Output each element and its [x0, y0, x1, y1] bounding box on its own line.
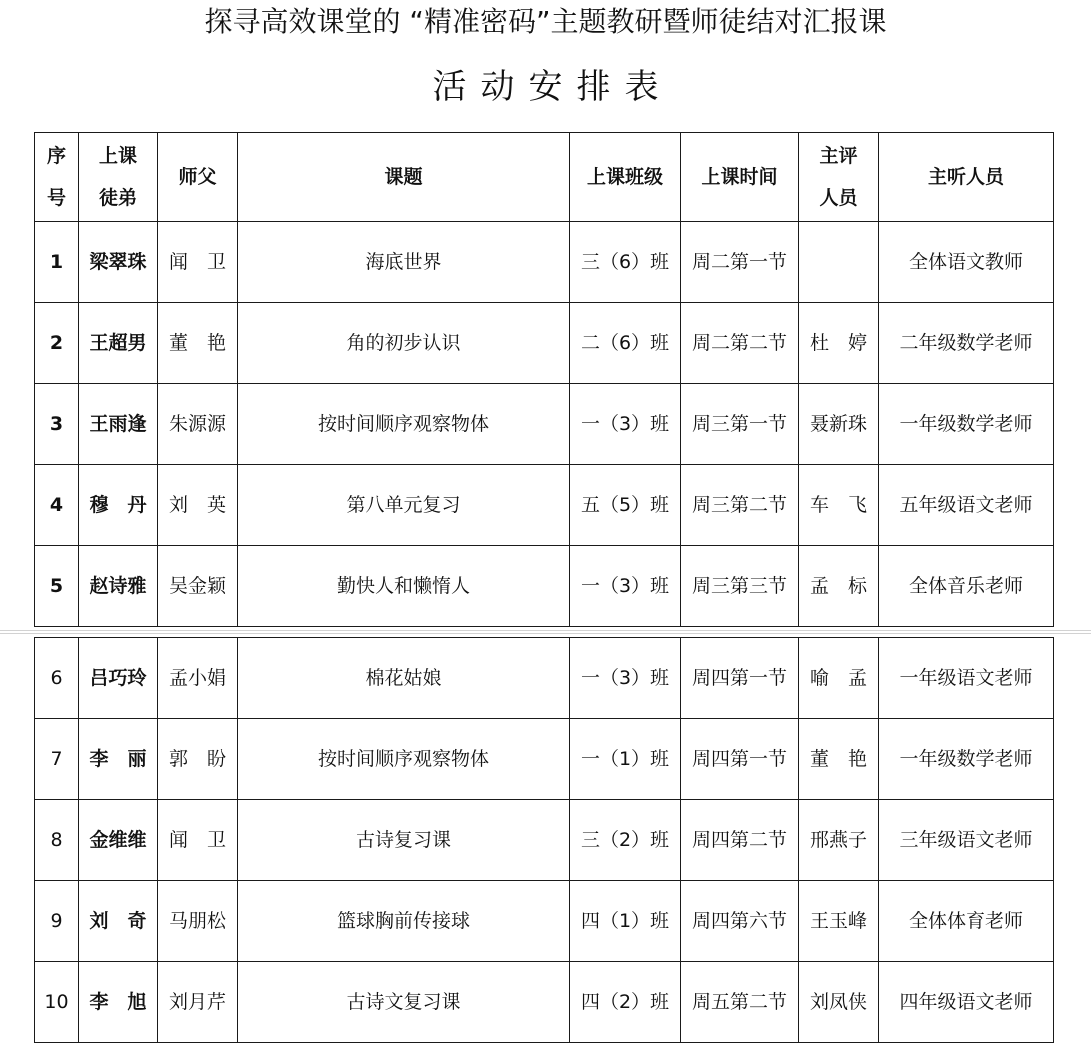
cell-time: 周二第一节: [681, 222, 799, 303]
table-row: [35, 719, 1054, 800]
cell-topic: 棉花姑娘: [238, 638, 570, 719]
table-row: [35, 800, 1054, 881]
cell-reviewer: 董 艳: [799, 719, 879, 800]
cell-mentor: 郭 盼: [158, 719, 238, 800]
cell-audience: 一年级语文老师: [879, 638, 1054, 719]
cell-reviewer: 杜 婷: [799, 303, 879, 384]
cell-time: 周二第二节: [681, 303, 799, 384]
cell-class: 五（5）班: [570, 465, 681, 546]
document-subtitle: 活动安排表: [432, 67, 673, 107]
cell-mentor: 马朋松: [158, 881, 238, 962]
cell-no: 3: [35, 384, 79, 465]
cell-no: 9: [35, 881, 79, 962]
cell-reviewer: 聂新珠: [799, 384, 879, 465]
cell-class: 四（1）班: [570, 881, 681, 962]
table-header-row: [35, 133, 1054, 222]
table-row: [35, 465, 1054, 546]
cell-no: 5: [35, 546, 79, 627]
cell-mentor: 朱源源: [158, 384, 238, 465]
cell-time: 周四第六节: [681, 881, 799, 962]
cell-audience: 二年级数学老师: [879, 303, 1054, 384]
cell-class: 三（6）班: [570, 222, 681, 303]
cell-reviewer: [799, 222, 879, 303]
header-cell-topic: 课题: [238, 133, 570, 222]
cell-mentor: 刘月芹: [158, 962, 238, 1043]
cell-audience: 五年级语文老师: [879, 465, 1054, 546]
cell-student: 李 丽: [79, 719, 158, 800]
page-break-divider: [0, 630, 1091, 634]
cell-class: 一（3）班: [570, 638, 681, 719]
header-student-line-1: 上课: [98, 145, 137, 167]
cell-mentor: 董 艳: [158, 303, 238, 384]
cell-topic: 古诗文复习课: [238, 962, 570, 1043]
cell-topic: 勤快人和懒惰人: [238, 546, 570, 627]
cell-class: 一（1）班: [570, 719, 681, 800]
table-row: [35, 222, 1054, 303]
cell-student: 梁翠珠: [79, 222, 158, 303]
header-cell-audience: 主听人员: [879, 133, 1054, 222]
cell-audience: 全体体育老师: [879, 881, 1054, 962]
cell-time: 周三第一节: [681, 384, 799, 465]
cell-time: 周四第二节: [681, 800, 799, 881]
cell-topic: 按时间顺序观察物体: [238, 384, 570, 465]
cell-topic: 角的初步认识: [238, 303, 570, 384]
cell-class: 三（2）班: [570, 800, 681, 881]
cell-reviewer: 邢燕子: [799, 800, 879, 881]
cell-topic: 按时间顺序观察物体: [238, 719, 570, 800]
cell-time: 周四第一节: [681, 719, 799, 800]
table-row: [35, 546, 1054, 627]
cell-student: 吕巧玲: [79, 638, 158, 719]
table-row: [35, 962, 1054, 1043]
cell-audience: 一年级数学老师: [879, 384, 1054, 465]
schedule-table-page-2: [34, 637, 1054, 1043]
cell-mentor: 闻 卫: [158, 800, 238, 881]
cell-student: 李 旭: [79, 962, 158, 1043]
cell-audience: 全体语文教师: [879, 222, 1054, 303]
cell-time: 周三第三节: [681, 546, 799, 627]
header-cell-mentor: 师父: [158, 133, 238, 222]
cell-topic: 海底世界: [238, 222, 570, 303]
schedule-table-page-1: [34, 132, 1054, 627]
table-row: [35, 303, 1054, 384]
cell-topic: 古诗复习课: [238, 800, 570, 881]
cell-topic: 篮球胸前传接球: [238, 881, 570, 962]
cell-no: 10: [35, 962, 79, 1043]
cell-reviewer: 喻 孟: [799, 638, 879, 719]
cell-reviewer: 孟 标: [799, 546, 879, 627]
document-title: 探寻高效课堂的 “精准密码”主题教研暨师徒结对汇报课: [204, 5, 887, 38]
cell-reviewer: 王玉峰: [799, 881, 879, 962]
header-cell-student: [79, 133, 158, 222]
cell-no: 8: [35, 800, 79, 881]
table-row: [35, 881, 1054, 962]
cell-no: 6: [35, 638, 79, 719]
header-cell-class: 上课班级: [570, 133, 681, 222]
table-row: [35, 638, 1054, 719]
cell-no: 1: [35, 222, 79, 303]
cell-class: 一（3）班: [570, 384, 681, 465]
cell-audience: 一年级数学老师: [879, 719, 1054, 800]
cell-mentor: 闻 卫: [158, 222, 238, 303]
cell-no: 4: [35, 465, 79, 546]
cell-student: 穆 丹: [79, 465, 158, 546]
header-no-line-1: 序: [46, 145, 66, 167]
cell-class: 二（6）班: [570, 303, 681, 384]
cell-student: 金维维: [79, 800, 158, 881]
cell-student: 王雨逢: [79, 384, 158, 465]
header-cell-no: [35, 133, 79, 222]
header-reviewer-line-2: 人员: [819, 187, 858, 209]
cell-student: 刘 奇: [79, 881, 158, 962]
cell-no: 7: [35, 719, 79, 800]
cell-mentor: 孟小娟: [158, 638, 238, 719]
cell-reviewer: 车 飞: [799, 465, 879, 546]
cell-time: 周四第一节: [681, 638, 799, 719]
cell-class: 一（3）班: [570, 546, 681, 627]
cell-audience: 全体音乐老师: [879, 546, 1054, 627]
header-student-line-2: 徒弟: [98, 187, 137, 209]
cell-audience: 四年级语文老师: [879, 962, 1054, 1043]
header-cell-reviewer: [799, 133, 879, 222]
cell-no: 2: [35, 303, 79, 384]
cell-reviewer: 刘凤侠: [799, 962, 879, 1043]
cell-mentor: 刘 英: [158, 465, 238, 546]
header-no-line-2: 号: [46, 187, 66, 209]
cell-topic: 第八单元复习: [238, 465, 570, 546]
header-cell-time: 上课时间: [681, 133, 799, 222]
cell-time: 周五第二节: [681, 962, 799, 1043]
cell-student: 王超男: [79, 303, 158, 384]
cell-student: 赵诗雅: [79, 546, 158, 627]
cell-time: 周三第二节: [681, 465, 799, 546]
header-reviewer-line-1: 主评: [819, 145, 858, 167]
cell-audience: 三年级语文老师: [879, 800, 1054, 881]
cell-mentor: 吴金颖: [158, 546, 238, 627]
table-row: [35, 384, 1054, 465]
cell-class: 四（2）班: [570, 962, 681, 1043]
